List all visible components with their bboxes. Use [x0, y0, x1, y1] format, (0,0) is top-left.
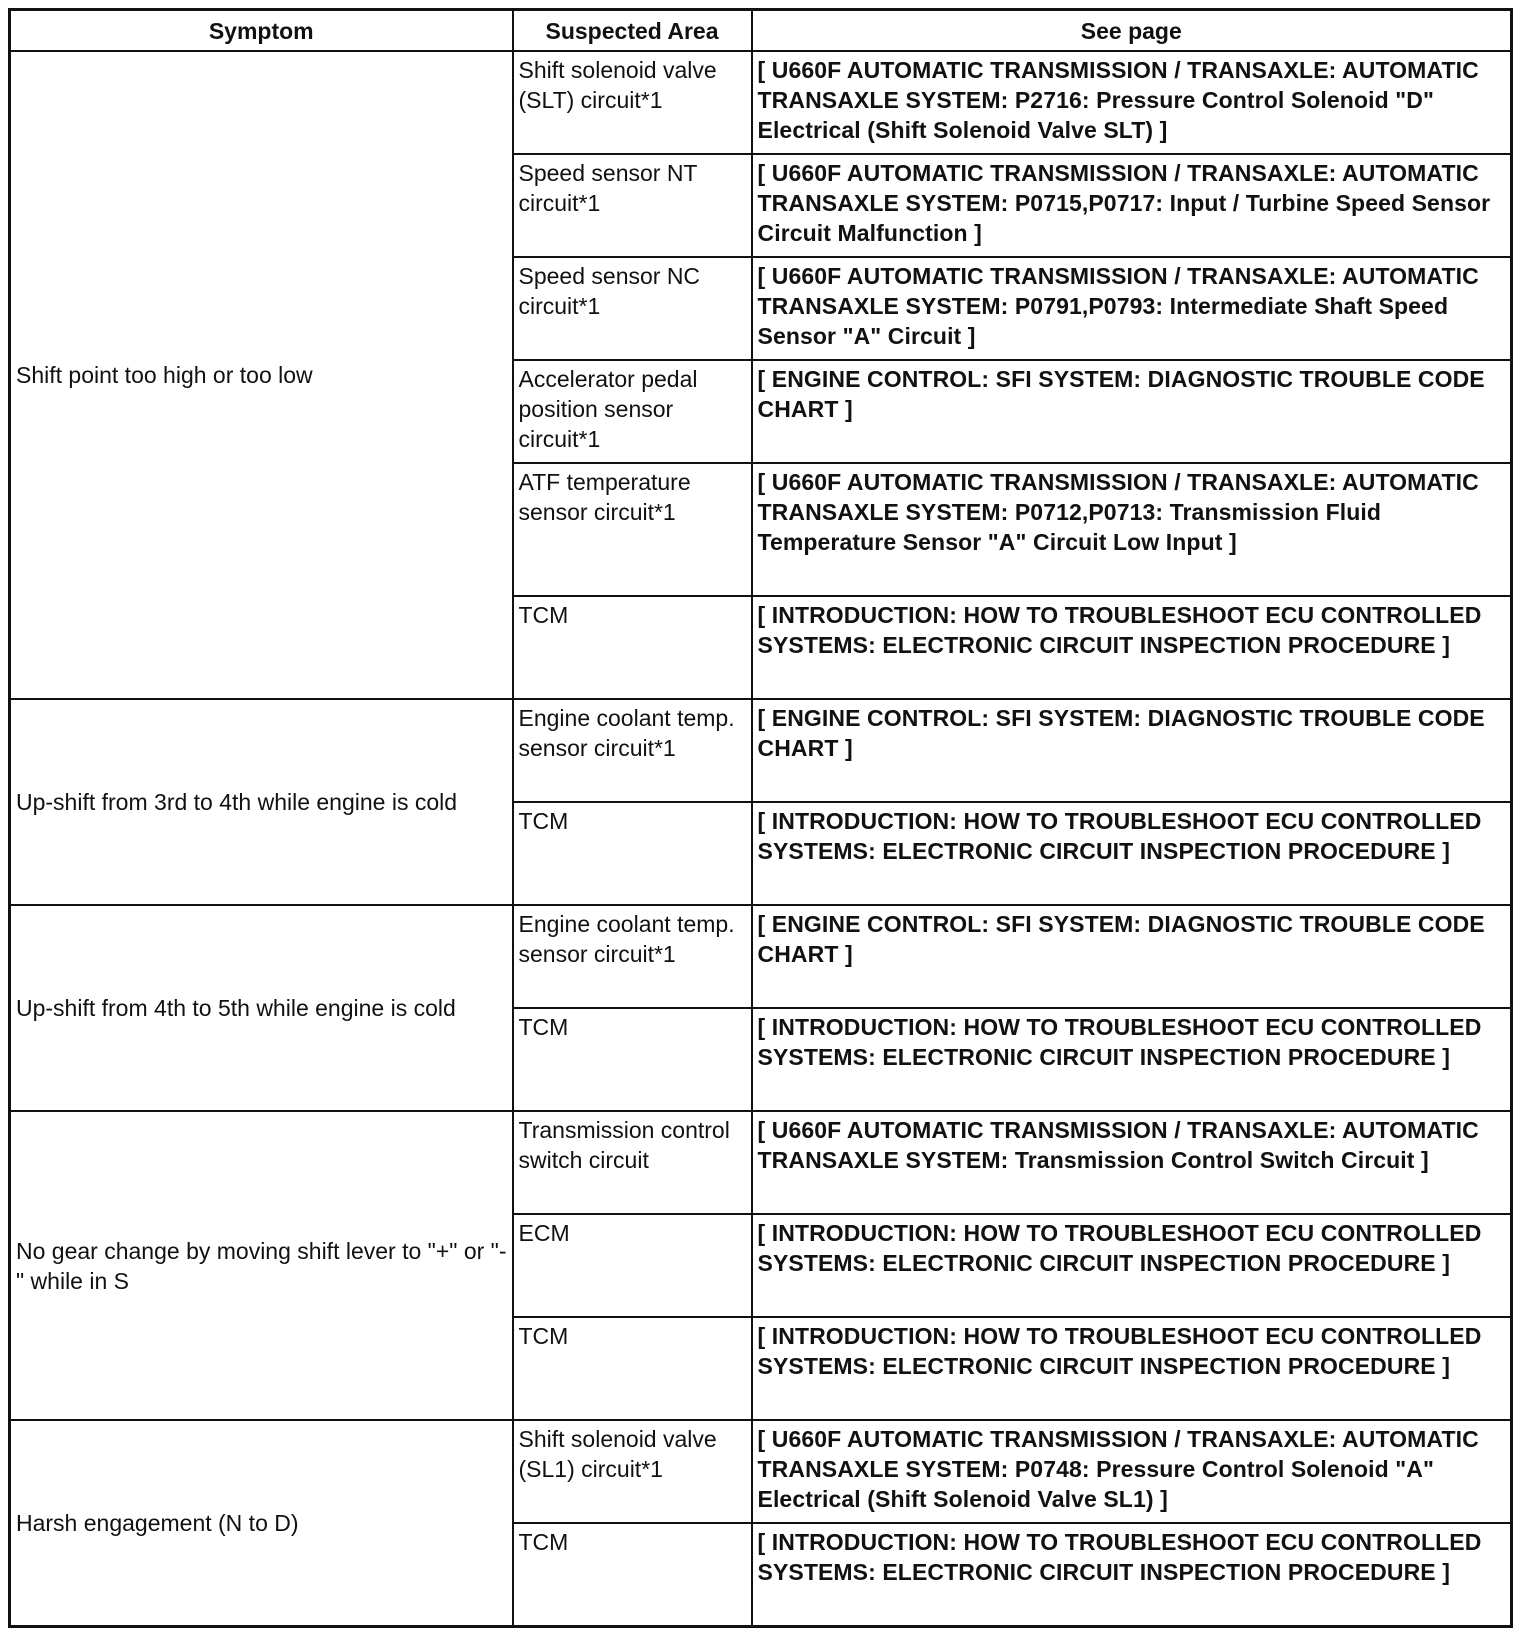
suspected-area-cell: TCM: [513, 1523, 752, 1626]
suspected-area-cell: Speed sensor NC circuit*1: [513, 257, 752, 360]
suspected-area-cell: TCM: [513, 596, 752, 699]
header-see-page: See page: [752, 10, 1512, 52]
suspected-area-cell: TCM: [513, 1317, 752, 1420]
suspected-area-cell: Shift solenoid valve (SL1) circuit*1: [513, 1420, 752, 1523]
suspected-area-cell: Engine coolant temp. sensor circuit*1: [513, 905, 752, 1008]
see-page-link[interactable]: [ ENGINE CONTROL: SFI SYSTEM: DIAGNOSTIC TROUBLE CODE CHART ]: [752, 360, 1512, 463]
see-page-link[interactable]: [ U660F AUTOMATIC TRANSMISSION / TRANSAXLE: AUTOMATIC TRANSAXLE SYSTEM: P0715,P0717: Input / Turbine Speed Sensor Circuit Malfunction ]: [752, 154, 1512, 257]
symptom-cell: Harsh engagement (N to D): [10, 1420, 513, 1626]
see-page-link[interactable]: [ U660F AUTOMATIC TRANSMISSION / TRANSAXLE: AUTOMATIC TRANSAXLE SYSTEM: P0712,P0713: Transmission Fluid Temperature Sensor "A" Circuit Low Input ]: [752, 463, 1512, 596]
suspected-area-cell: ATF temperature sensor circuit*1: [513, 463, 752, 596]
suspected-area-cell: Speed sensor NT circuit*1: [513, 154, 752, 257]
table-row: [10, 905, 1512, 1008]
see-page-link[interactable]: [ INTRODUCTION: HOW TO TROUBLESHOOT ECU CONTROLLED SYSTEMS: ELECTRONIC CIRCUIT INSPECTION PROCEDURE ]: [752, 596, 1512, 699]
suspected-area-cell: Engine coolant temp. sensor circuit*1: [513, 699, 752, 802]
table-row: [10, 1111, 1512, 1214]
see-page-link[interactable]: [ U660F AUTOMATIC TRANSMISSION / TRANSAXLE: AUTOMATIC TRANSAXLE SYSTEM: Transmission Control Switch Circuit ]: [752, 1111, 1512, 1214]
symptom-cell: Up-shift from 3rd to 4th while engine is cold: [10, 699, 513, 905]
see-page-link[interactable]: [ INTRODUCTION: HOW TO TROUBLESHOOT ECU CONTROLLED SYSTEMS: ELECTRONIC CIRCUIT INSPECTION PROCEDURE ]: [752, 1523, 1512, 1626]
table-row: [10, 51, 1512, 154]
see-page-link[interactable]: [ U660F AUTOMATIC TRANSMISSION / TRANSAXLE: AUTOMATIC TRANSAXLE SYSTEM: P0748: Pressure Control Solenoid "A" Electrical (Shift Solenoid Valve SL1) ]: [752, 1420, 1512, 1523]
symptom-cell: No gear change by moving shift lever to "+" or "-" while in S: [10, 1111, 513, 1420]
header-row: [10, 10, 1512, 52]
table-row: [10, 1420, 1512, 1523]
see-page-link[interactable]: [ INTRODUCTION: HOW TO TROUBLESHOOT ECU CONTROLLED SYSTEMS: ELECTRONIC CIRCUIT INSPECTION PROCEDURE ]: [752, 1214, 1512, 1317]
suspected-area-cell: TCM: [513, 802, 752, 905]
troubleshooting-table: [8, 8, 1513, 1628]
suspected-area-cell: Shift solenoid valve (SLT) circuit*1: [513, 51, 752, 154]
see-page-link[interactable]: [ INTRODUCTION: HOW TO TROUBLESHOOT ECU CONTROLLED SYSTEMS: ELECTRONIC CIRCUIT INSPECTION PROCEDURE ]: [752, 802, 1512, 905]
suspected-area-cell: Accelerator pedal position sensor circuit*1: [513, 360, 752, 463]
suspected-area-cell: ECM: [513, 1214, 752, 1317]
suspected-area-cell: TCM: [513, 1008, 752, 1111]
symptom-cell: Up-shift from 4th to 5th while engine is cold: [10, 905, 513, 1111]
table-row: [10, 699, 1512, 802]
see-page-link[interactable]: [ INTRODUCTION: HOW TO TROUBLESHOOT ECU CONTROLLED SYSTEMS: ELECTRONIC CIRCUIT INSPECTION PROCEDURE ]: [752, 1317, 1512, 1420]
see-page-link[interactable]: [ ENGINE CONTROL: SFI SYSTEM: DIAGNOSTIC TROUBLE CODE CHART ]: [752, 905, 1512, 1008]
see-page-link[interactable]: [ INTRODUCTION: HOW TO TROUBLESHOOT ECU CONTROLLED SYSTEMS: ELECTRONIC CIRCUIT INSPECTION PROCEDURE ]: [752, 1008, 1512, 1111]
symptom-cell: Shift point too high or too low: [10, 51, 513, 699]
header-symptom: Symptom: [10, 10, 513, 52]
header-suspected-area: Suspected Area: [513, 10, 752, 52]
suspected-area-cell: Transmission control switch circuit: [513, 1111, 752, 1214]
see-page-link[interactable]: [ U660F AUTOMATIC TRANSMISSION / TRANSAXLE: AUTOMATIC TRANSAXLE SYSTEM: P2716: Pressure Control Solenoid "D" Electrical (Shift Solenoid Valve SLT) ]: [752, 51, 1512, 154]
see-page-link[interactable]: [ ENGINE CONTROL: SFI SYSTEM: DIAGNOSTIC TROUBLE CODE CHART ]: [752, 699, 1512, 802]
see-page-link[interactable]: [ U660F AUTOMATIC TRANSMISSION / TRANSAXLE: AUTOMATIC TRANSAXLE SYSTEM: P0791,P0793: Intermediate Shaft Speed Sensor "A" Circuit ]: [752, 257, 1512, 360]
